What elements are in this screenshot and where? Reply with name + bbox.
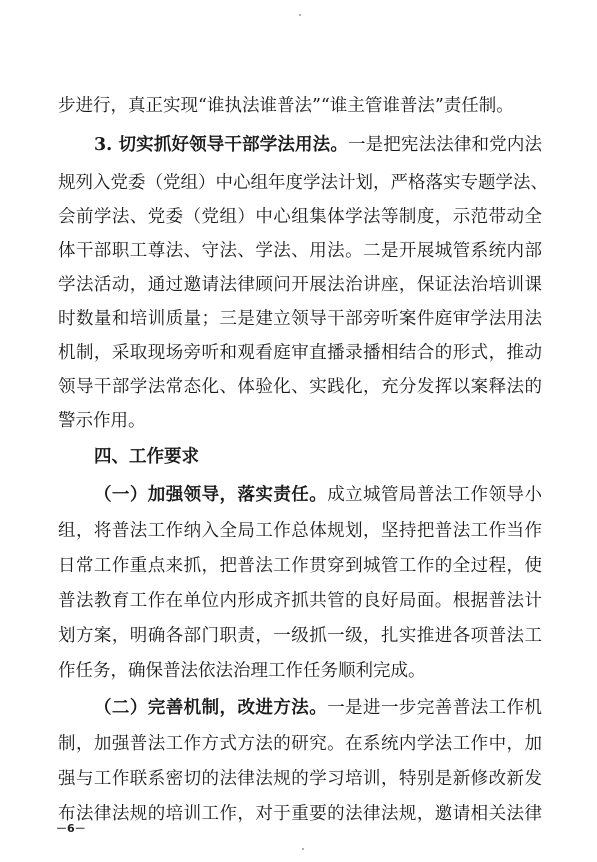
text-line: 警示作用。 (58, 411, 146, 431)
text-line: 划方案，明确各部门职责，一级抓一级，扎实推进各项普法工 (58, 626, 542, 646)
paragraph-lead-heading: 3. 切实抓好领导干部学法用法。 (94, 135, 348, 155)
text-line: 作任务，确保普法依法治理工作任务顺利完成。 (58, 661, 426, 681)
section-heading: 四、工作要求 (94, 447, 199, 467)
text-line: 时数量和培训质量；三是建立领导干部旁听案件庭审学法用法 (58, 309, 542, 329)
paragraph-first-line (58, 691, 542, 725)
paragraph-lead-text: 成立城管局普法工作领导小 (327, 485, 542, 505)
text-line: 机制，采取现场旁听和观看庭审直播录播相结合的形式，推动 (58, 343, 542, 363)
text-line: 强与工作联系密切的法律法规的学习培训，特别是新修改新发 (58, 769, 542, 789)
paragraph-lead-heading: （二）完善机制，改进方法。 (94, 698, 328, 718)
scan-speck (299, 14, 301, 16)
paragraph-lead-text: 一是把宪法法律和党内法 (347, 135, 542, 155)
text-line: 制，加强普法工作方式方法的研究。在系统内学法工作中，加 (58, 734, 542, 754)
text-line: 日常工作重点来抓，把普法工作贯穿到城管工作的全过程，使 (58, 556, 542, 576)
scan-speck (302, 848, 304, 850)
paragraph-first-line (58, 128, 542, 162)
text-line: 领导干部学法常态化、体验化、实践化，充分发挥以案释法的 (58, 377, 542, 397)
text-line: 体干部职工尊法、守法、学法、用法。二是开展城管系统内部 (58, 241, 542, 261)
page-number: －6－ (56, 822, 86, 835)
paragraph-lead-text: 一是进一步完善普法工作机 (327, 698, 542, 718)
text-line: 组，将普法工作纳入全局工作总体规划，坚持把普法工作当作 (58, 521, 542, 541)
paragraph-lead-heading: （一）加强领导，落实责任。 (94, 485, 328, 505)
text-line: 布法律法规的培训工作，对于重要的法律法规，邀请相关法律 (58, 804, 542, 824)
text-line: 学法活动，通过邀请法律顾问开展法治讲座，保证法治培训课 (58, 275, 542, 295)
text-line: 普法教育工作在单位内形成齐抓共管的良好局面。根据普法计 (58, 591, 542, 611)
text-line: 会前学法、党委（党组）中心组集体学法等制度，示范带动全 (58, 207, 542, 227)
text-line: 规列入党委（党组）中心组年度学法计划，严格落实专题学法、 (58, 173, 548, 193)
text-line: 步进行，真正实现“谁执法谁普法”“谁主管谁普法”责任制。 (58, 96, 514, 116)
paragraph-first-line (58, 478, 542, 512)
